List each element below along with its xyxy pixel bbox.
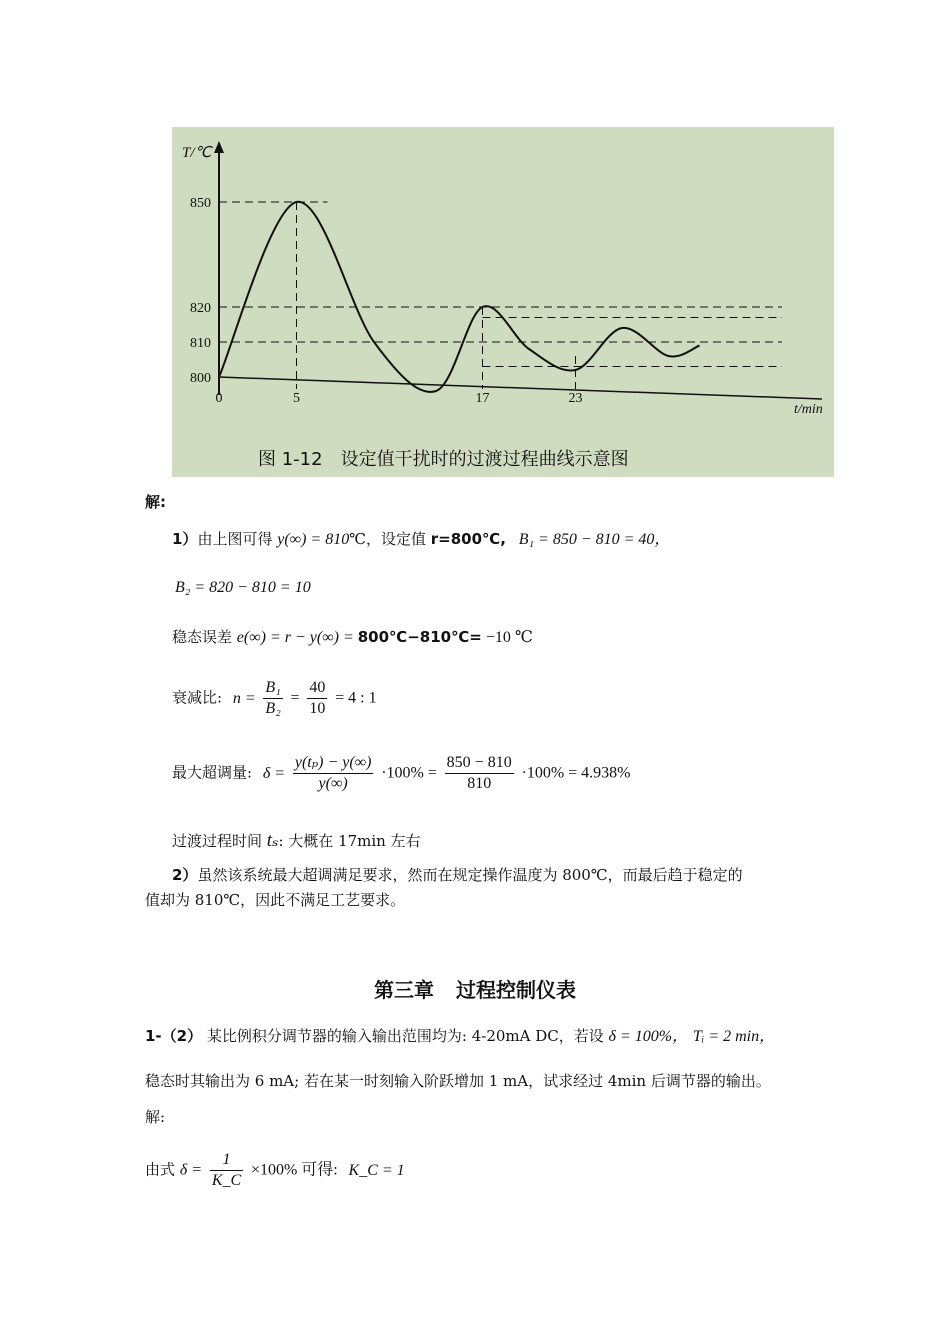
transient-response-chart [172,127,834,477]
y-tick-label-800: 800 [190,371,211,386]
numerator: B₁ [263,678,282,699]
x-tick-label-0: 0 [215,391,223,406]
result: −10 ℃ [481,629,533,646]
paragraph-2-line-2: 值却为 810℃，因此不满足工艺要求。 [145,891,406,909]
denominator: 810 [467,775,492,792]
x-tick-label-23: 23 [568,391,583,406]
chapter-title [0,974,950,1003]
chapter-name: 过程控制仪表 [456,978,576,1002]
figure-photo [172,127,834,477]
solution-line-3 [172,628,533,647]
result: = 4 : 1 [335,689,377,707]
math-b2: B₂ = 820 − 810 = 10 [175,579,311,596]
delta-eq: δ = [262,764,286,782]
math-steady-error: e(∞) = r − y(∞) = [236,629,358,646]
problem-line-1 [145,1027,775,1046]
response-curve [219,202,700,392]
fraction-1-kc [210,1150,243,1191]
n-eq: n = [232,689,256,707]
solution-line-6 [172,830,421,853]
solution-heading: 解: [145,493,166,511]
fraction-b1-b2 [263,678,282,719]
problem-line-2: 稳态时其输出为 6 mA; 若在某一时刻输入阶跃增加 1 mA，试求经过 4min 后调节器的输出。 [145,1072,771,1090]
y-tick-label-850: 850 [190,196,211,211]
x-tick-label-5: 5 [293,391,300,406]
x-axis-label: t/min [794,402,823,417]
text: 某比例积分调节器的输入输出范围均为: 4-20mA DC，若设 [206,1027,604,1045]
problem-solution-label: 解: [145,1108,166,1126]
item-number: 1） [172,530,198,548]
label: 最大超调量: [172,763,253,782]
setpoint: r=800℃, [430,530,506,548]
text: 虽然该系统最大超调满足要求，然而在规定操作温度为 800℃，而最后趋于稳定的 [197,866,743,884]
math-ti: Tᵢ = 2 min， [692,1028,776,1045]
delta-eq: δ = [179,1161,203,1179]
kc-result: K_C = 1 [348,1161,405,1179]
x-axis [219,377,822,399]
solution-line-4: 衰减比: n = $\frac{\text{B₁}}{\text{B₂}}$ = $\frac{40}{10}$ = 4 : 1 [172,679,377,717]
problem-number: 1-（2） [145,1027,203,1045]
math-b1: B₁ = 850 − 810 = 40， [518,531,671,548]
mid: ·100% = [381,764,437,782]
y-axis-arrow [214,141,224,153]
ts-symbol: tₛ [266,830,279,851]
denominator: 10 [309,700,326,717]
y-axis-label: T/℃ [182,145,212,161]
text: 由上图可得 [197,530,273,548]
item-number: 2） [172,866,198,884]
math-delta: δ = 100%， [608,1028,689,1045]
denominator: K_C [211,1172,242,1189]
fraction-40-10 [307,678,327,719]
label: 过渡过程时间 [172,832,263,850]
denominator: y(∞) [318,775,348,792]
x-tick-label-17: 17 [475,391,490,406]
denominator: B₂ [265,700,281,717]
mid: ×100% 可得: [250,1161,338,1179]
text: ℃，设定值 [349,530,431,548]
text: : 大概在 17min 左右 [278,832,421,850]
problem-solution-line [145,1150,405,1191]
figure-caption: 图 1-12 设定值干扰时的过渡过程曲线示意图 [258,449,629,470]
y-tick-label-810: 810 [190,336,211,351]
result: ·100% = 4.938% [521,764,631,782]
fraction-850-810 [445,753,514,794]
values: 800℃−810℃= [357,628,482,646]
solution-line-1 [172,530,670,549]
math-y-inf: y(∞) = 810 [277,531,350,548]
numerator: 40 [307,678,327,699]
label: 衰减比: [172,688,223,707]
solution-line-5 [172,753,631,794]
numerator: 1 [210,1150,243,1171]
label: 稳态误差 [172,628,233,646]
fraction-overshoot [293,753,374,794]
chapter-number: 第三章 [374,978,434,1002]
numerator: 850 − 810 [445,753,514,774]
text: 由式 [145,1160,176,1179]
y-tick-label-820: 820 [190,301,211,316]
numerator: y(tₚ) − y(∞) [293,753,374,774]
paragraph-2-line-1 [172,866,743,884]
